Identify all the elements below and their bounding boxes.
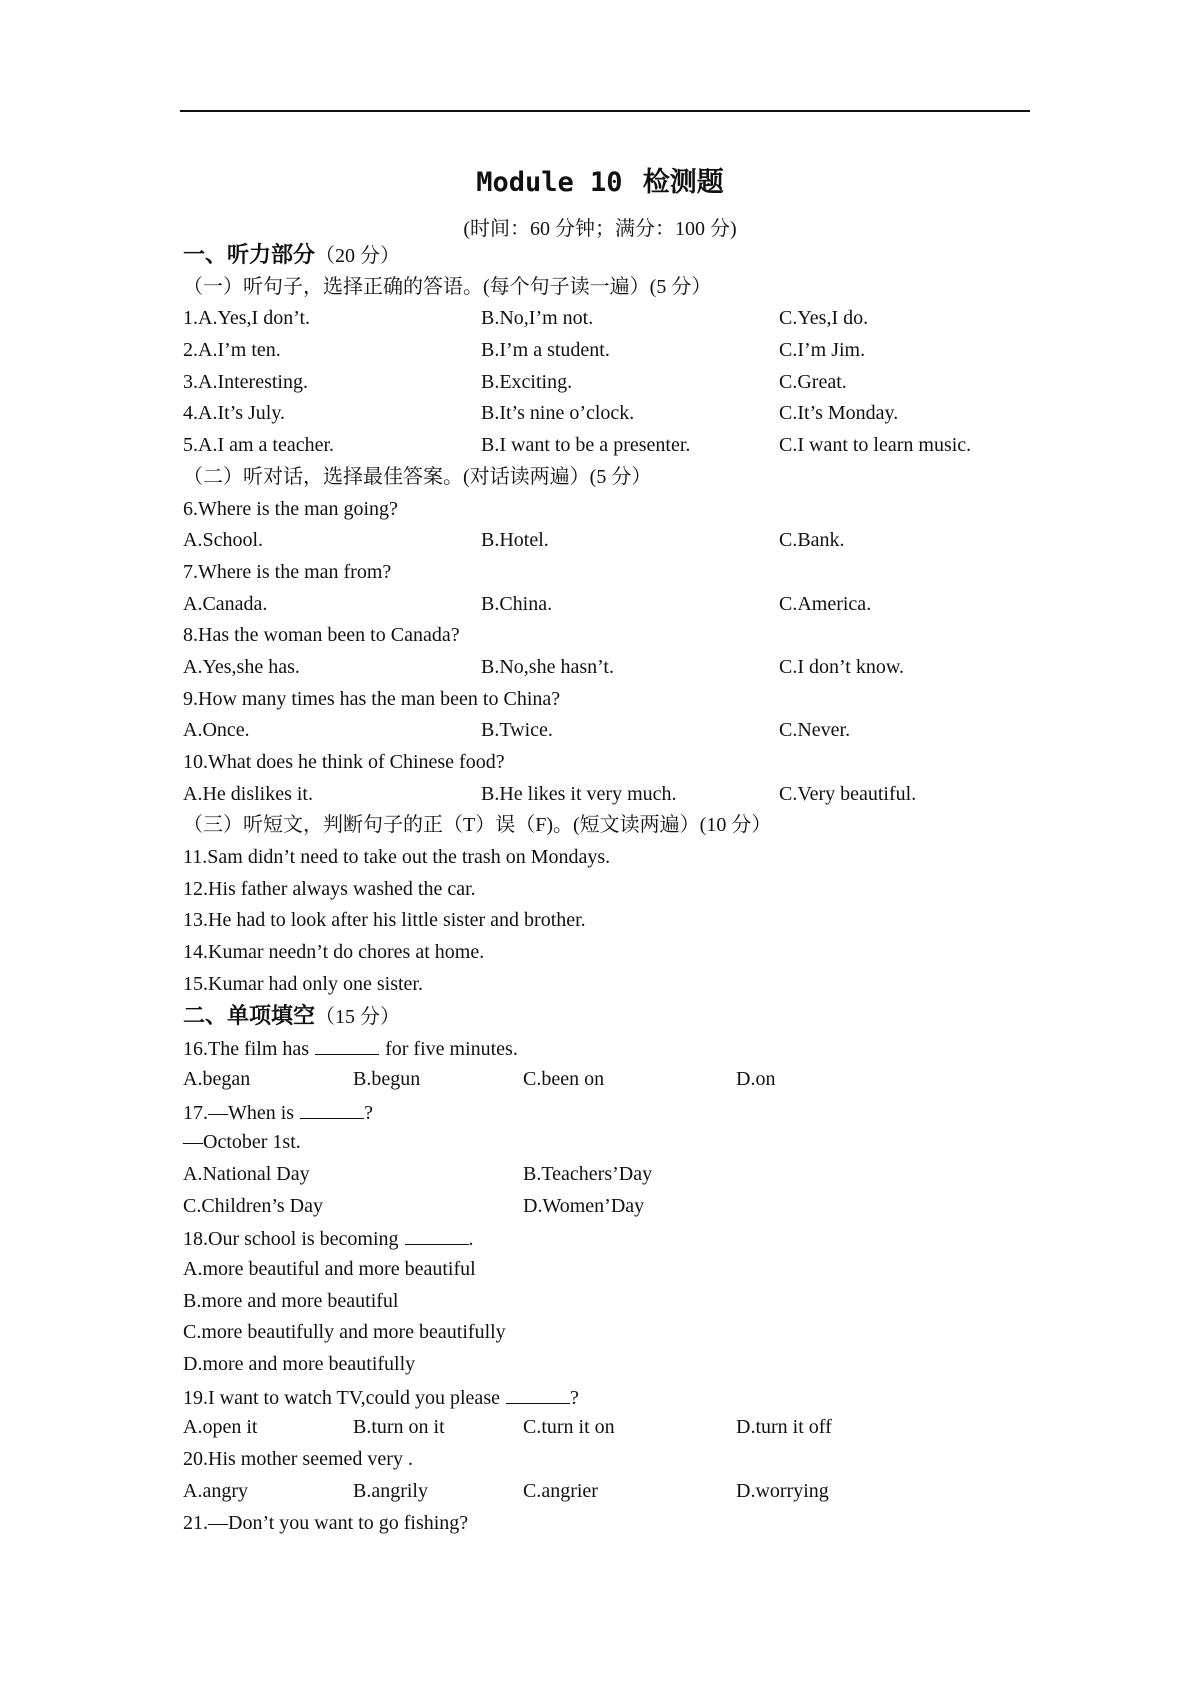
option-a: A.began	[183, 1067, 251, 1090]
section-score: （15 分）	[315, 1005, 401, 1028]
exam-body	[183, 240, 1023, 1539]
question-16-options	[183, 1064, 1023, 1096]
option-a: A.School.	[183, 529, 263, 552]
question-9-options	[183, 715, 1023, 747]
question-17-stem	[183, 1096, 1023, 1128]
question-18-option-b: B.more and more beautiful	[183, 1289, 399, 1312]
option-c: C.angrier	[523, 1479, 598, 1502]
option-b: B.Teachers’Day	[523, 1162, 653, 1185]
section-title: 一、听力部分	[183, 243, 316, 268]
question-11: 11.Sam didn’t need to take out the trash on Mondays.	[183, 846, 611, 869]
option-a: 5.A.I am a teacher.	[183, 434, 335, 457]
stem-pre: 16.The film has	[183, 1038, 310, 1061]
question-18-option-d: D.more and more beautifully	[183, 1353, 416, 1376]
option-c: C.I don’t know.	[779, 655, 904, 678]
question-10-stem: 10.What does he think of Chinese food?	[183, 751, 505, 773]
option-c: C.been on	[523, 1067, 605, 1090]
question-6-options	[183, 525, 1023, 557]
title-cn: 检测题	[642, 167, 724, 198]
title-module: Module 10	[476, 167, 623, 198]
option-b: B.I’m a student.	[481, 339, 610, 362]
question-18-option-c: C.more beautifully and more beautifully	[183, 1321, 506, 1344]
option-b: B.Hotel.	[481, 529, 549, 552]
subsection-heading-2: （二）听对话，选择最佳答案。(对话读两遍）(5 分）	[183, 465, 652, 488]
stem-post: ?	[569, 1386, 579, 1409]
answer-blank[interactable]	[506, 1381, 570, 1404]
option-a: 1.A.Yes,I don’t.	[183, 307, 311, 330]
option-b: B.No,she hasn’t.	[481, 655, 614, 678]
option-a: 4.A.It’s July.	[183, 402, 286, 425]
option-a: A.National Day	[183, 1162, 310, 1185]
option-b: B.I want to be a presenter.	[481, 434, 691, 457]
exam-subtitle: (时间：60 分钟；满分：100 分)	[463, 218, 737, 240]
question-17-options-row2	[183, 1191, 1023, 1223]
question-15: 15.Kumar had only one sister.	[183, 972, 423, 995]
question-8-options	[183, 652, 1023, 684]
subsection-heading-1: （一）听句子，选择正确的答语。(每个句子读一遍）(5 分）	[183, 275, 712, 298]
stem-post: for five minutes.	[385, 1038, 518, 1061]
answer-blank[interactable]	[405, 1222, 469, 1245]
option-d: D.on	[736, 1067, 776, 1090]
section-heading-choice	[183, 1001, 1023, 1033]
option-b: B.Twice.	[481, 719, 553, 742]
question-20-stem: 20.His mother seemed very .	[183, 1448, 413, 1471]
option-c: C.turn it on	[523, 1416, 615, 1439]
question-17-answer: —October 1st.	[183, 1131, 301, 1154]
stem-pre: 17.—When is	[183, 1101, 295, 1124]
section-title: 二、单项填空	[183, 1003, 316, 1029]
question-12: 12.His father always washed the car.	[183, 877, 476, 900]
stem-post: ?	[364, 1101, 373, 1124]
question-19-stem	[183, 1381, 1023, 1413]
question-4	[183, 398, 1023, 430]
option-c: C.I’m Jim.	[779, 339, 866, 362]
question-13: 13.He had to look after his little sister and brother.	[183, 909, 586, 932]
question-7-stem: 7.Where is the man from?	[183, 560, 392, 583]
question-16-stem	[183, 1032, 1023, 1064]
page-title	[0, 160, 1200, 199]
answer-blank[interactable]	[300, 1096, 364, 1119]
option-c: C.Never.	[779, 719, 851, 742]
section-heading-listening	[183, 240, 1023, 272]
question-17-options-row1	[183, 1159, 1023, 1191]
question-5	[183, 430, 1023, 462]
option-b: B.China.	[481, 592, 553, 615]
option-a: A.angry	[183, 1479, 248, 1502]
stem-pre: 19.I want to watch TV,could you please	[183, 1386, 500, 1409]
option-a: A.He dislikes it.	[183, 782, 313, 805]
subsection-heading-3: （三）听短文，判断句子的正（T）误（F)。(短文读两遍）(10 分）	[183, 814, 772, 837]
option-b: B.No,I’m not.	[481, 307, 594, 330]
option-b: B.It’s nine o’clock.	[481, 402, 635, 425]
question-7-options	[183, 589, 1023, 621]
question-6-stem: 6.Where is the man going?	[183, 497, 398, 520]
option-c: C.Very beautiful.	[779, 782, 917, 805]
top-rule	[180, 110, 1030, 112]
question-1	[183, 303, 1023, 335]
question-9-stem: 9.How many times has the man been to China?	[183, 687, 561, 710]
option-b: B.He likes it very much.	[481, 782, 677, 805]
question-18-stem	[183, 1222, 1023, 1254]
question-20-options	[183, 1476, 1023, 1508]
question-2	[183, 335, 1023, 367]
question-10-options	[183, 779, 1023, 811]
option-c: C.I want to learn music.	[779, 434, 972, 457]
option-b: B.angrily	[353, 1479, 428, 1502]
option-c: C.Great.	[779, 370, 847, 393]
option-c: C.Yes,I do.	[779, 307, 869, 330]
option-a: A.Once.	[183, 719, 250, 742]
option-a: A.Yes,she has.	[183, 655, 300, 678]
option-a: 2.A.I’m ten.	[183, 339, 281, 362]
option-c: C.Bank.	[779, 529, 845, 552]
stem-pre: 18.Our school is becoming	[183, 1228, 399, 1251]
option-c: C.Children’s Day	[183, 1194, 323, 1217]
question-18-option-a: A.more beautiful and more beautiful	[183, 1258, 476, 1280]
option-a: 3.A.Interesting.	[183, 370, 308, 393]
option-b: B.Exciting.	[481, 370, 573, 393]
option-c: C.America.	[779, 592, 872, 615]
option-a: A.open it	[183, 1416, 258, 1439]
answer-blank[interactable]	[315, 1032, 379, 1055]
question-21-stem: 21.—Don’t you want to go fishing?	[183, 1511, 469, 1534]
option-b: B.turn on it	[353, 1416, 445, 1439]
stem-post: .	[468, 1228, 474, 1251]
question-14: 14.Kumar needn’t do chores at home.	[183, 941, 485, 964]
question-3	[183, 367, 1023, 399]
question-8-stem: 8.Has the woman been to Canada?	[183, 624, 460, 647]
section-score: （20 分）	[315, 245, 401, 267]
option-d: D.Women’Day	[523, 1194, 645, 1217]
question-19-options	[183, 1412, 1023, 1444]
option-d: D.turn it off	[736, 1416, 832, 1439]
option-b: B.begun	[353, 1067, 421, 1090]
option-d: D.worrying	[736, 1479, 829, 1502]
option-c: C.It’s Monday.	[779, 402, 899, 425]
option-a: A.Canada.	[183, 592, 268, 615]
